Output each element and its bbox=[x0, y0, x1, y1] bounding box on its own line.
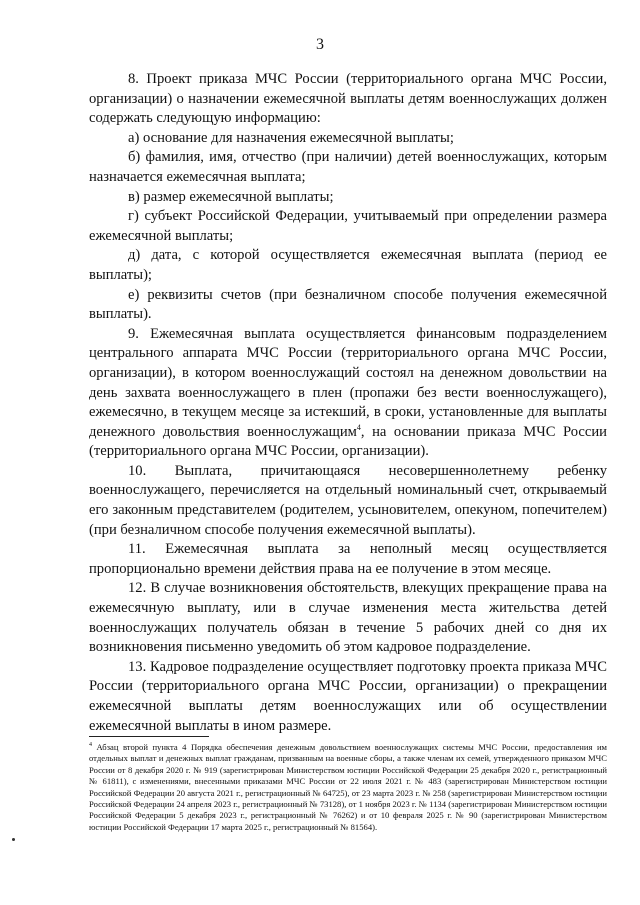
paragraph-10: 10. Выплата, причитающаяся несовершеннолетнему ребенку военнослужащего, перечисляется на отдельный номинальный счет, открываемый его законным представителем (родителем, усыновителем, опекуном, попечителем) (при безналичном способе получения ежемесячной выплаты). bbox=[89, 462, 607, 538]
footnote-text: Абзац второй пункта 4 Порядка обеспечения денежным довольствием военнослужащих системы МЧС России, предоставления им отдельных выплат и денежных выплат гражданам, призванным на военные сборы, а также членам их семей, утвержденного приказом МЧС России от 8 декабря 2020 г. № 919 (зарегистрирован Министерством юстиции Российской Федерации 25 декабря 2020 г., регистрационный № 61811), с изменениями, внесенными приказами МЧС России от 22 июля 2021 г. № 483 (зарегистрирован Министерством юстиции Российской Федерации 20 августа 2021 г., регистрационный № 64725), от 23 марта 2023 г. № 258 (зарегистрирован Министерством юстиции Российской Федерации 24 апреля 2023 г., регистрационный № 73128), от 1 ноября 2023 г. № 1134 (зарегистрирован Министерством юстиции Российской Федерации 5 декабря 2023 г., регистрационный № 76262) и от 10 февраля 2025 г. № 90 (зарегистрирован Министерством юстиции Российской Федерации 17 марта 2025 г., регистрационный № 81564). bbox=[89, 742, 607, 832]
scan-speck bbox=[12, 838, 15, 841]
footnote-number: 4 bbox=[89, 742, 92, 749]
footnote-separator bbox=[89, 736, 209, 737]
paragraph-8-intro: 8. Проект приказа МЧС России (территориального органа МЧС России, организации) о назначении ежемесячной выплаты детям военнослужащих должен содержать следующую информацию: bbox=[89, 71, 607, 127]
page-number: 3 bbox=[316, 36, 324, 53]
paragraph-8-item-f: е) реквизиты счетов (при безналичном способе получения ежемесячной выплаты). bbox=[89, 286, 607, 323]
paragraph-12: 12. В случае возникновения обстоятельств, влекущих прекращение права на ежемесячную выплату, или в случае изменения места жительства детей военнослужащих получатель обязан в течение 5 рабочих дней со дня их возникновения письменно уведомить об этом кадровое подразделение. bbox=[89, 580, 607, 656]
paragraph-9-part2: , на основании приказа МЧС России (территориального органа МЧС России, организации). bbox=[89, 423, 607, 460]
paragraph-8-item-b: б) фамилия, имя, отчество (при наличии) детей военнослужащих, которым назначается ежемесячная выплата; bbox=[89, 149, 607, 185]
paragraph-13: 13. Кадровое подразделение осуществляет подготовку проекта приказа МЧС России (территориального органа МЧС России, организации) о прекращении ежемесячной выплаты детям военнослужащих или об осуществлении ежемесячной выплаты в ином размере. bbox=[89, 658, 607, 734]
paragraph-8-item-d: г) субъект Российской Федерации, учитываемый при определении размера ежемесячной выплаты; bbox=[89, 208, 607, 244]
paragraph-11: 11. Ежемесячная выплата за неполный месяц осуществляется пропорционально времени действия права на ее получение в этом месяце. bbox=[89, 541, 607, 577]
document-body bbox=[89, 70, 607, 736]
footnote-reference[interactable]: 4 bbox=[356, 422, 361, 432]
footnote bbox=[89, 742, 607, 833]
paragraph-9-part1: 9. Ежемесячная выплата осуществляется финансовым подразделением центрального аппарата МЧС России (территориального органа МЧС России, организации), в котором военнослужащий состоял на денежном довольствии на день захвата военнослужащего в плен (пропажи без вести военнослужащего), ежемесячно, в текущем месяце за истекший, в сроки, установленные для выплаты денежного довольствия военнослужащим bbox=[89, 325, 607, 440]
paragraph-8-item-e: д) дата, с которой осуществляется ежемесячная выплата (период ее выплаты); bbox=[89, 247, 607, 283]
paragraph-8-item-c: в) размер ежемесячной выплаты; bbox=[128, 188, 334, 205]
paragraph-9 bbox=[89, 325, 607, 462]
paragraph-8-item-a: а) основание для назначения ежемесячной выплаты; bbox=[128, 129, 454, 146]
